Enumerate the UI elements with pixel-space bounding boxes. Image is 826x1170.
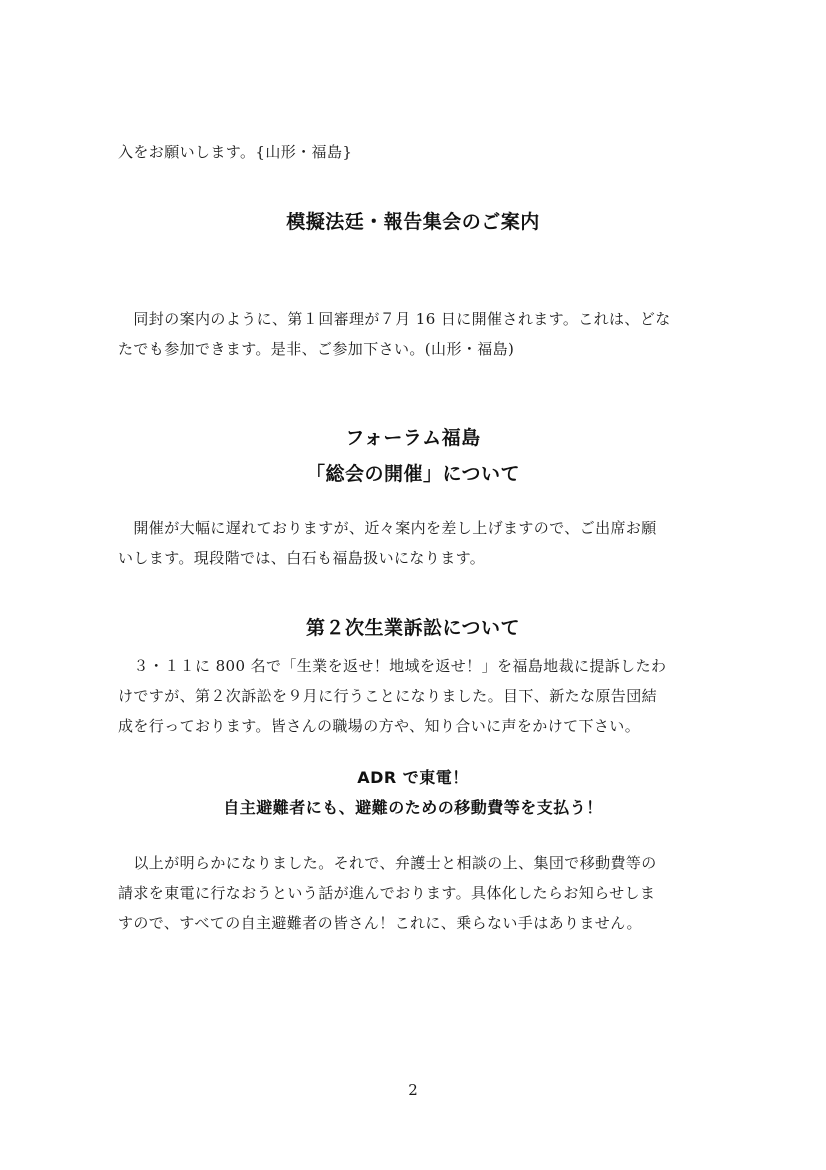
lawsuit-line-3: 成を行っております。皆さんの職場の方や、知り合いに声をかけて下さい。	[118, 717, 641, 735]
forum-line-2: いします。現段階では、白石も福島扱いになります。	[118, 549, 486, 567]
adr-line-3: すので、すべての自主避難者の皆さん！これに、乗らない手はありません。	[118, 914, 642, 932]
lawsuit-paragraph	[118, 651, 718, 741]
forum-heading-line-1: フォーラム福島	[345, 427, 481, 449]
adr-heading-line-2: 自主避難者にも、避難のための移動費等を支払う！	[223, 798, 603, 817]
mock-trial-heading: 模擬法廷・報告集会のご案内	[286, 211, 540, 233]
adr-heading	[0, 763, 826, 823]
forum-heading-line-2: 「総会の開催」について	[305, 463, 521, 485]
adr-line-2: 請求を東電に行なおうという話が進んでおります。具体化したらお知らせしま	[118, 884, 656, 902]
mock-trial-line-2: たでも参加できます。是非、ご参加下さい。(山形・福島)	[118, 340, 515, 358]
lawsuit-line-1: ３・１１に 800 名で「生業を返せ！地域を返せ！」を福島地裁に提訴したわ	[118, 657, 667, 675]
lawsuit-heading: 第２次生業訴訟について	[305, 617, 521, 639]
forum-heading	[0, 420, 826, 492]
page-number: 2	[408, 1081, 418, 1099]
adr-line-1: 以上が明らかになりました。それで、弁護士と相談の上、集団で移動費等の	[118, 854, 657, 872]
continuation-line: 入をお願いします。{山形・福島}	[118, 143, 353, 161]
forum-line-1: 開催が大幅に遅れておりますが、近々案内を差し上げますので、ご出席お願	[118, 519, 657, 537]
mock-trial-paragraph	[118, 304, 718, 364]
mock-trial-line-1: 同封の案内のように、第１回審理が７月 16 日に開催されます。これは、どな	[118, 310, 671, 328]
continuation-paragraph	[118, 137, 718, 167]
adr-paragraph	[118, 848, 718, 938]
forum-paragraph	[118, 513, 718, 573]
adr-heading-line-1: ADR で東電！	[357, 768, 469, 787]
lawsuit-line-2: けですが、第２次訴訟を９月に行うことになりました。目下、新たな原告団結	[118, 687, 658, 705]
